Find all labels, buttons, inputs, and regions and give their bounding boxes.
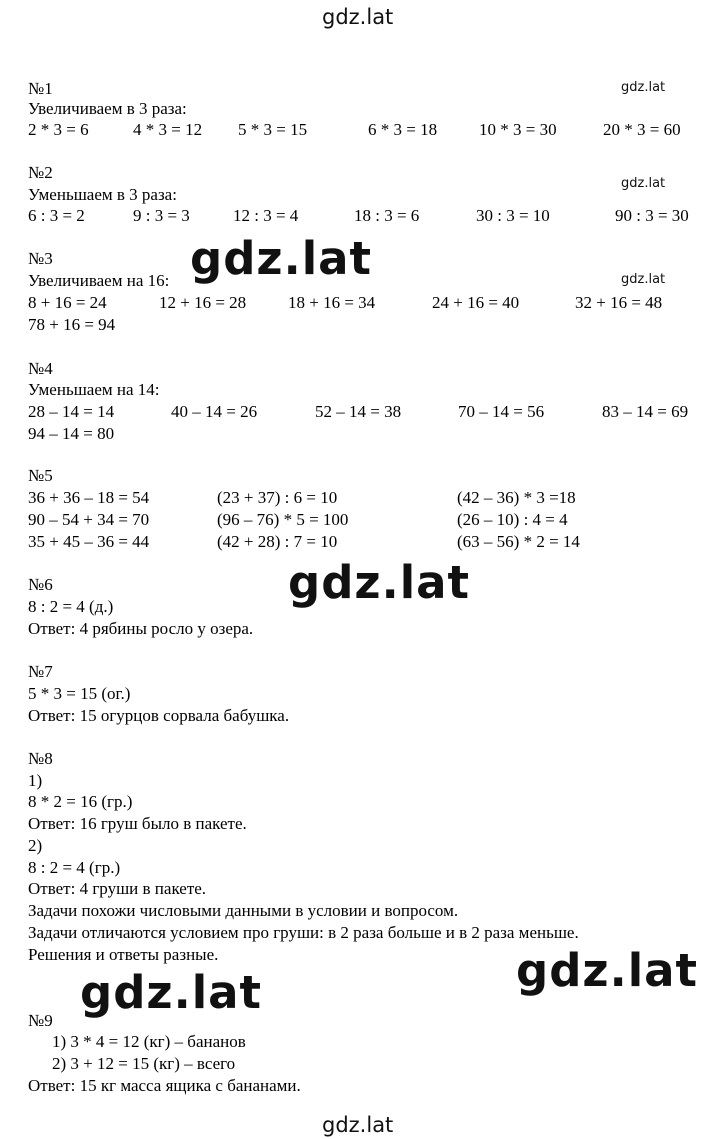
solution-line: 8 * 2 = 16 (гр.) <box>28 792 133 811</box>
comment-line: Задачи похожи числовыми данными в условии и вопросом. <box>28 901 459 920</box>
comment-line: Задачи отличаются условием про груши: в 2 раза больше и в 2 раза меньше. <box>28 923 579 942</box>
comment-line: Решения и ответы разные. <box>28 945 219 964</box>
equation: 9 : 3 = 3 <box>133 206 190 225</box>
answer-line: Ответ: 16 груш было в пакете. <box>28 814 247 833</box>
solution-line: 5 * 3 = 15 (ог.) <box>28 684 131 703</box>
expression: 90 – 54 + 34 = 70 <box>28 510 150 529</box>
solution-line: 2) <box>28 836 43 855</box>
answer-line: Ответ: 15 кг масса ящика с бананами. <box>28 1076 301 1095</box>
equation: 52 – 14 = 38 <box>315 402 402 421</box>
task-number: №9 <box>28 1011 53 1030</box>
equation: 8 + 16 = 24 <box>28 293 107 312</box>
expression: 36 + 36 – 18 = 54 <box>28 488 150 507</box>
equation: 12 + 16 = 28 <box>159 293 247 312</box>
task-number: №6 <box>28 575 53 594</box>
equation: 70 – 14 = 56 <box>458 402 545 421</box>
solution-line: 2) 3 + 12 = 15 (кг) – всего <box>52 1054 236 1073</box>
answer-line: Ответ: 4 груши в пакете. <box>28 879 207 898</box>
watermark-small: gdz.lat <box>621 176 666 191</box>
equation: 5 * 3 = 15 <box>238 120 308 139</box>
task-number: №1 <box>28 79 53 98</box>
expression: (23 + 37) : 6 = 10 <box>217 488 338 507</box>
watermark-bottom: gdz.lat <box>322 1113 394 1137</box>
task-number: №4 <box>28 359 53 378</box>
answer-line: Ответ: 15 огурцов сорвала бабушка. <box>28 706 290 725</box>
task-number: №3 <box>28 249 53 268</box>
expression: (26 – 10) : 4 = 4 <box>457 510 568 529</box>
task-instruction: Увеличиваем в 3 раза: <box>28 99 187 118</box>
task-instruction: Увеличиваем на 16: <box>28 271 170 290</box>
equation: 6 * 3 = 18 <box>368 120 438 139</box>
equation: 32 + 16 = 48 <box>575 293 663 312</box>
equation: 40 – 14 = 26 <box>171 402 258 421</box>
watermark-large: gdz.lat <box>80 966 263 1019</box>
task-number: №2 <box>28 163 53 182</box>
task-instruction: Уменьшаем в 3 раза: <box>28 185 177 204</box>
solution-line: 1) 3 * 4 = 12 (кг) – бананов <box>52 1032 246 1051</box>
equation: 83 – 14 = 69 <box>602 402 689 421</box>
task-number: №8 <box>28 749 53 768</box>
equation: 30 : 3 = 10 <box>476 206 550 225</box>
equation: 10 * 3 = 30 <box>479 120 557 139</box>
watermark-top: gdz.lat <box>322 5 394 29</box>
equation: 2 * 3 = 6 <box>28 120 89 139</box>
watermark-small: gdz.lat <box>621 80 666 95</box>
task-instruction: Уменьшаем на 14: <box>28 380 160 399</box>
equation: 18 + 16 = 34 <box>288 293 376 312</box>
equation: 28 – 14 = 14 <box>28 402 115 421</box>
expression: (63 – 56) * 2 = 14 <box>457 532 580 551</box>
expression: (96 – 76) * 5 = 100 <box>217 510 349 529</box>
equation: 6 : 3 = 2 <box>28 206 85 225</box>
solution-line: 1) <box>28 771 43 790</box>
equation: 4 * 3 = 12 <box>133 120 203 139</box>
watermark-large: gdz.lat <box>516 944 699 997</box>
expression: (42 – 36) * 3 =18 <box>457 488 576 507</box>
equation: 12 : 3 = 4 <box>233 206 299 225</box>
answer-line: Ответ: 4 рябины росло у озера. <box>28 619 254 638</box>
expression: 35 + 45 – 36 = 44 <box>28 532 150 551</box>
equation: 24 + 16 = 40 <box>432 293 520 312</box>
watermark-large: gdz.lat <box>190 232 373 285</box>
watermark-small: gdz.lat <box>621 272 666 287</box>
equation: 78 + 16 = 94 <box>28 315 116 334</box>
watermark-large: gdz.lat <box>288 556 471 609</box>
equation: 94 – 14 = 80 <box>28 424 115 443</box>
solution-line: 8 : 2 = 4 (д.) <box>28 597 114 616</box>
solution-line: 8 : 2 = 4 (гр.) <box>28 858 121 877</box>
equation: 18 : 3 = 6 <box>354 206 420 225</box>
task-number: №5 <box>28 466 53 485</box>
equation: 20 * 3 = 60 <box>603 120 681 139</box>
task-number: №7 <box>28 662 53 681</box>
equation: 90 : 3 = 30 <box>615 206 689 225</box>
expression: (42 + 28) : 7 = 10 <box>217 532 338 551</box>
